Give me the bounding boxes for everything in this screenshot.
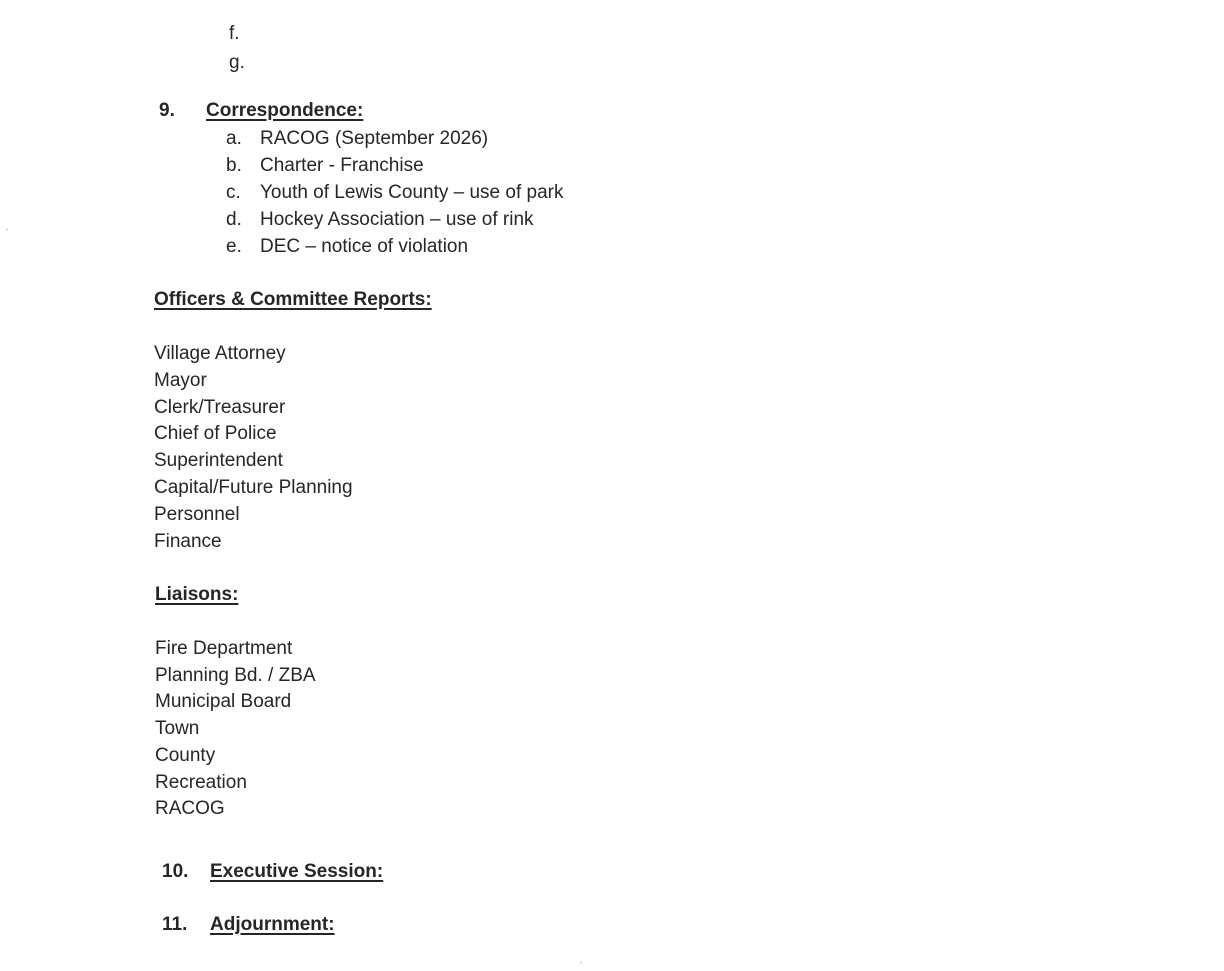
list-letter: b. <box>226 155 242 176</box>
list-letter-g: g. <box>229 52 245 73</box>
list-letter: c. <box>226 182 241 203</box>
list-item: Clerk/Treasurer <box>154 397 286 418</box>
scan-speck <box>6 229 8 230</box>
scan-speck <box>580 962 582 963</box>
list-item: Personnel <box>154 504 240 525</box>
list-item: RACOG (September 2026) <box>260 128 489 149</box>
list-item: Mayor <box>154 370 207 391</box>
section-heading-adjournment: Adjournment: <box>210 914 335 935</box>
list-letter-f: f. <box>229 23 240 44</box>
list-item: Superintendent <box>154 450 283 471</box>
list-item: Planning Bd. / ZBA <box>155 665 316 686</box>
section-heading-correspondence: Correspondence: <box>206 100 364 121</box>
list-item: Finance <box>154 531 222 552</box>
list-item: Youth of Lewis County – use of park <box>260 182 564 203</box>
list-item: RACOG <box>155 798 225 819</box>
list-item: Fire Department <box>155 638 293 659</box>
list-letter: a. <box>226 128 242 149</box>
section-number: 10. <box>162 861 189 882</box>
list-letter: e. <box>226 236 242 257</box>
section-heading-executive-session: Executive Session: <box>210 861 384 882</box>
list-letter: d. <box>226 209 242 230</box>
list-item: Capital/Future Planning <box>154 477 353 498</box>
list-item: Hockey Association – use of rink <box>260 209 534 230</box>
section-heading-officers: Officers & Committee Reports: <box>154 289 432 310</box>
list-item: Town <box>155 718 200 739</box>
list-item: DEC – notice of violation <box>260 236 469 257</box>
section-number: 11. <box>162 914 188 935</box>
section-number: 9. <box>159 100 175 121</box>
list-item: County <box>155 745 216 766</box>
section-heading-liaisons: Liaisons: <box>155 584 239 605</box>
list-item: Chief of Police <box>154 423 277 444</box>
list-item: Village Attorney <box>154 343 286 364</box>
list-item: Charter - Franchise <box>260 155 424 176</box>
list-item: Municipal Board <box>155 691 292 712</box>
list-item: Recreation <box>155 772 247 793</box>
